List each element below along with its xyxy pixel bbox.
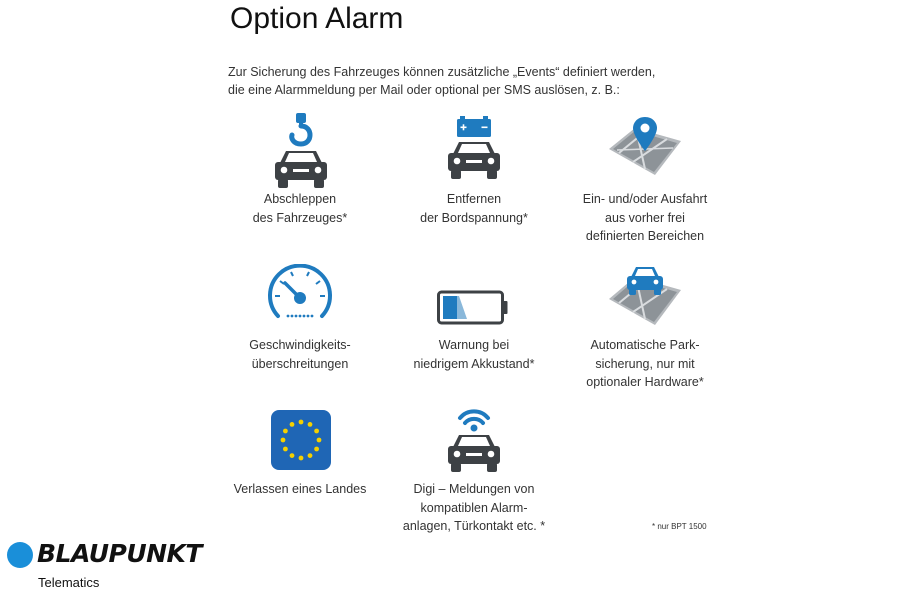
event-caption [200,336,400,373]
map-pin-icon [607,115,683,177]
low-battery-icon [437,290,509,326]
caption-line: überschreitungen [251,356,349,371]
caption-line: Automatische Park- [590,338,700,352]
intro-text [228,63,698,99]
caption-line: aus vorher frei [605,210,685,225]
caption-line: Ein- und/oder Ausfahrt [582,192,708,206]
intro-line-2: die eine Alarmmeldung per Mail oder optional per SMS auslösen, z. B.: [228,83,620,97]
brand-dot-icon [7,542,33,568]
event-caption [374,190,574,227]
caption-line: der Bordspannung* [420,210,528,225]
event-caption [200,190,400,227]
wireless-car-icon [446,405,502,475]
brand-name: BLAUPUNKT [37,539,202,568]
footnote: * nur BPT 1500 [652,522,707,531]
event-caption [374,336,574,373]
eu-flag-icon [271,410,331,470]
tow-truck-car-icon [273,113,329,189]
brand-subtitle: Telematics [38,575,100,590]
caption-line: optionaler Hardware* [586,375,704,389]
caption-line: Entfernen [446,192,502,206]
intro-line-1: Zur Sicherung des Fahrzeuges können zusätzliche „Events“ definiert werden, [228,65,656,79]
caption-line: niedrigem Akkustand* [413,356,535,371]
event-caption [374,480,574,536]
caption-line: Warnung bei [438,338,510,352]
caption-line: Abschleppen [263,192,337,206]
caption-line: definierten Bereichen [585,229,705,243]
event-caption [545,336,745,392]
event-caption [200,480,400,499]
caption-line: Geschwindigkeits- [249,338,351,352]
caption-line: anlagen, Türkontakt etc. * [402,519,546,533]
caption-line: Digi – Meldungen von [413,482,535,496]
caption-line: Verlassen eines Landes [233,482,367,496]
caption-line: des Fahrzeuges* [252,210,348,225]
page-title: Option Alarm [230,2,404,35]
caption-line: sicherung, nur mit [595,356,695,371]
car-battery-icon [446,116,502,188]
speedometer-icon [266,264,334,324]
event-caption [545,190,745,246]
caption-line: kompatiblen Alarm- [420,500,528,515]
parked-car-map-icon [607,265,683,327]
